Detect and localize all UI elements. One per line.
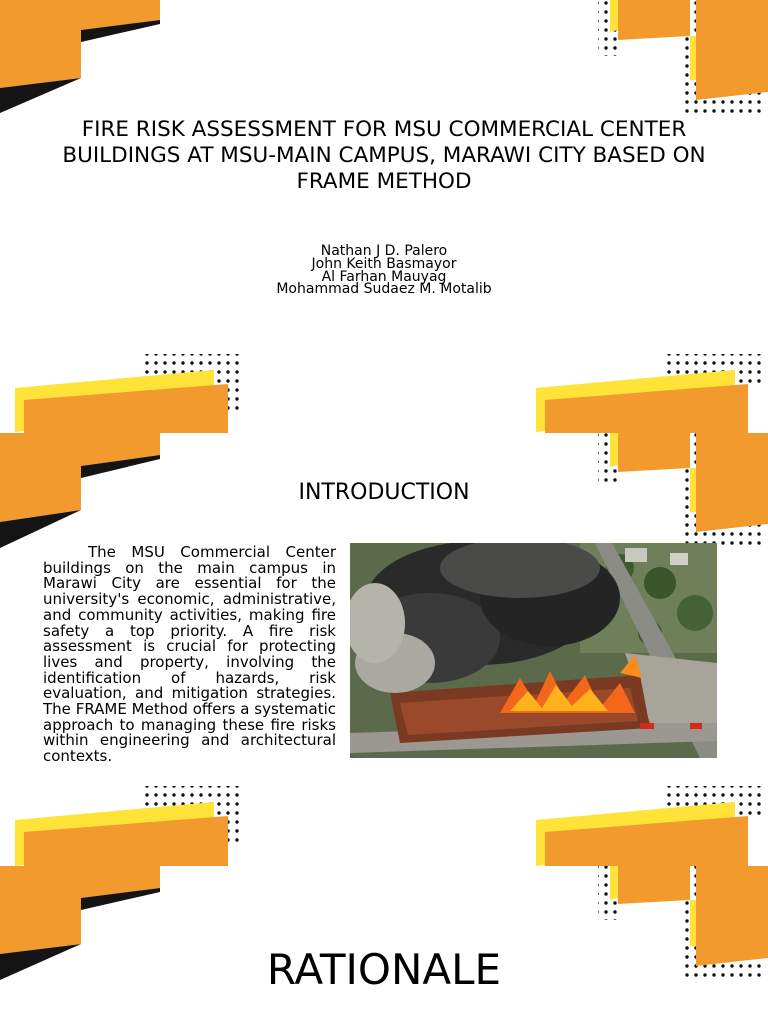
- middle-right-cluster: [536, 354, 768, 549]
- lower-right-cluster: [536, 786, 768, 982]
- top-right-cluster: [598, 0, 768, 116]
- middle-left-cluster: [0, 354, 242, 548]
- document-title: FIRE RISK ASSESSMENT FOR MSU COMMERCIAL CENTER BUILDINGS AT MSU-MAIN CAMPUS, MARAWI CITY BASED ON FRAME METHOD: [62, 117, 706, 194]
- author-list: [200, 245, 568, 296]
- author-name: Mohammad Sudaez M. Motalib: [276, 281, 492, 298]
- author-name: Nathan J D. Palero: [320, 243, 448, 259]
- author-name: John Keith Basmayor: [311, 255, 457, 272]
- author-name: Al Farhan Mauyag: [321, 268, 447, 285]
- rationale-heading: RATIONALE: [266, 945, 502, 994]
- building-fire-photo: [350, 543, 717, 758]
- introduction-paragraph: The MSU Commercial Center buildings on the main campus in Marawi City are essential for the university's economic, administrative, and community activities, making fire safety a top priority. A fire risk assessment is crucial for protecting lives and property, involving the identification of hazards, risk evaluation, and mitigation strategies. The FRAME Method offers a systematic approach to managing these fire risks within engineering and architectural contexts.: [43, 543, 336, 766]
- top-left-banner: [0, 0, 160, 113]
- introduction-heading: INTRODUCTION: [298, 480, 470, 505]
